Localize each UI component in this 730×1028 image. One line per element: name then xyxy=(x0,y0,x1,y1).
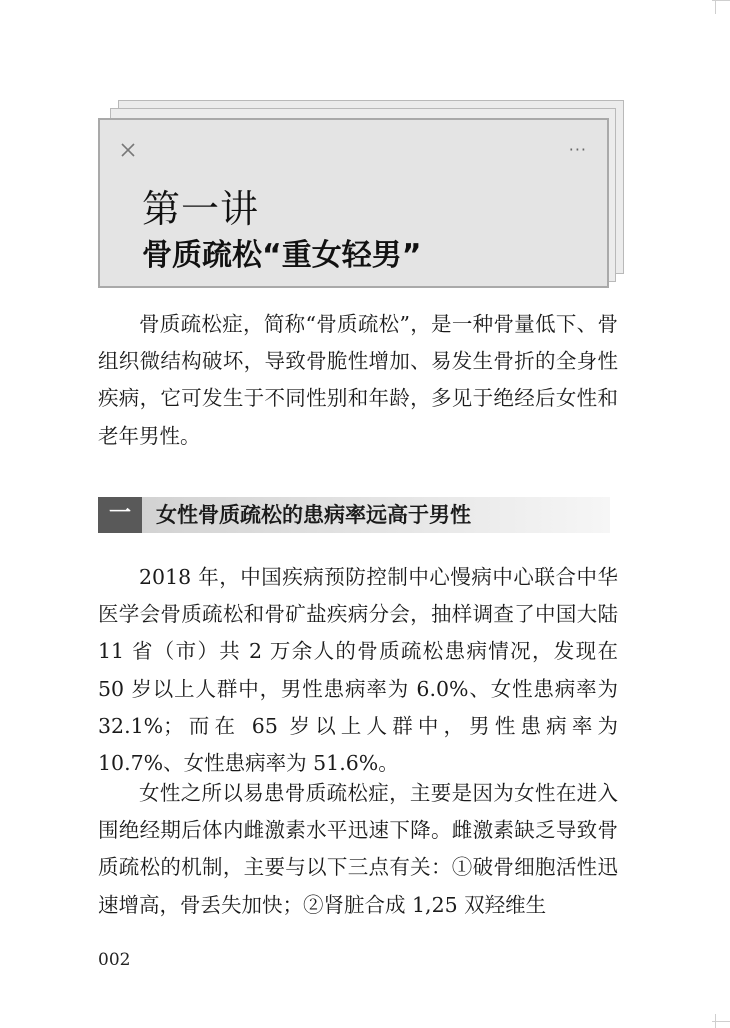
crop-mark xyxy=(715,1014,716,1028)
lecture-title-card-stack xyxy=(98,100,628,290)
body-paragraph: 女性之所以易患骨质疏松症，主要是因为女性在进入围绝经期后体内雌激素水平迅速下降。雌激素缺乏导致骨质疏松的机制，主要与以下三点有关：①破骨细胞活性迅速增高，骨丢失加快；②肾脏合成 1,25 双羟维生 xyxy=(98,781,618,917)
lecture-title-card xyxy=(98,118,609,288)
more-icon: ··· xyxy=(568,140,587,159)
close-icon xyxy=(120,142,136,158)
section-heading xyxy=(98,497,610,533)
lecture-title: 骨质疏松“重女轻男” xyxy=(142,238,422,273)
body-paragraph: 2018 年，中国疾病预防控制中心慢病中心联合中华医学会骨质疏松和骨矿盐疾病分会，抽样调查了中国大陆 11 省（市）共 2 万余人的骨质疏松患病情况，发现在 50 岁以上人群中，男性患病率为 6.0%、女性患病率为 32.1%；而在 65 岁以上人群中，男性患病率为 10.7%、女性患病率为 51.6%。 xyxy=(98,565,618,776)
crop-mark xyxy=(715,0,716,14)
page-number: 002 xyxy=(98,950,131,970)
section-title: 女性骨质疏松的患病率远高于男性 xyxy=(156,503,471,527)
intro-paragraph: 骨质疏松症，简称“骨质疏松”，是一种骨量低下、骨组织微结构破坏，导致骨脆性增加、易发生骨折的全身性疾病，它可发生于不同性别和年龄，多见于绝经后女性和老年男性。 xyxy=(98,312,618,448)
lecture-number: 第一讲 xyxy=(142,187,260,231)
section-number: 一 xyxy=(108,501,131,526)
